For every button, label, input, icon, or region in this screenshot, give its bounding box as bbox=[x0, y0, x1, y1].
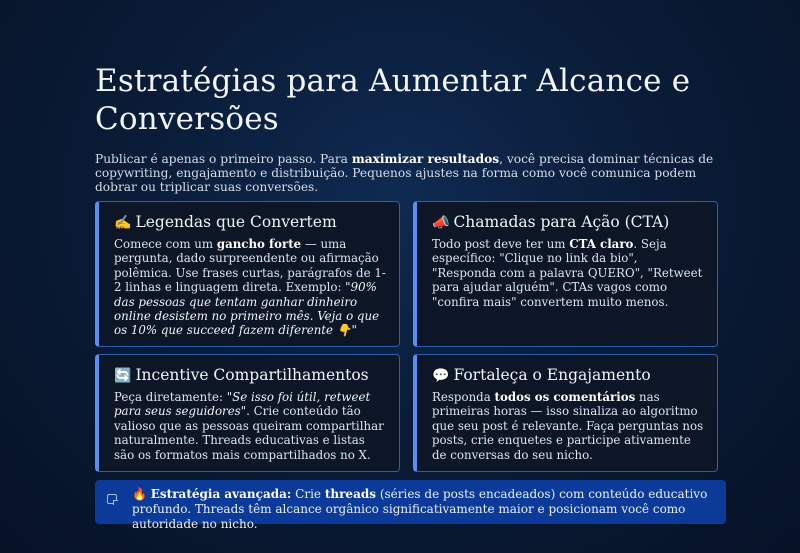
megaphone-icon: 📣 bbox=[432, 215, 450, 231]
intro-paragraph bbox=[95, 152, 727, 194]
card-body bbox=[432, 390, 705, 462]
card-shares bbox=[95, 354, 400, 472]
card-title-text: Fortaleça o Engajamento bbox=[453, 366, 651, 384]
card-body-text: Todo post deve ter um bbox=[432, 237, 570, 251]
card-body bbox=[114, 237, 387, 338]
card-title bbox=[432, 365, 705, 386]
card-body-bold: todos os comentários bbox=[494, 390, 636, 404]
card-body-text: nas primeiras horas — isso sinaliza ao algoritmo que seu post é relevante. Faça perguntas nos posts, crie enquetes e participe ativamente de conversas do seu nicho. bbox=[432, 390, 704, 462]
card-captions bbox=[95, 201, 400, 347]
intro-text-post: , você precisa dominar técnicas de copywriting, engajamento e distribuição. Pequenos ajustes na forma como você comunica podem dobrar ou triplicar suas conversões. bbox=[95, 152, 714, 194]
card-title bbox=[114, 212, 387, 233]
slide bbox=[95, 62, 727, 531]
card-body-bold: gancho forte bbox=[216, 237, 302, 251]
repeat-arrows-icon: 🔄 bbox=[114, 368, 132, 384]
card-title bbox=[432, 212, 705, 233]
card-body bbox=[432, 237, 705, 309]
card-body-text: Responda bbox=[432, 390, 495, 404]
slide-title: Estratégias para Aumentar Alcance e Conversões bbox=[95, 63, 691, 137]
intro-text-pre: Publicar é apenas o primeiro passo. Para bbox=[95, 152, 352, 166]
speech-bubble-icon: 💬 bbox=[432, 368, 450, 384]
callout-text: (séries de posts encadeados) com conteúdo educativo profundo. Threads têm alcance orgânico significativamente maior e posicionam você como autoridade no nicho. bbox=[132, 487, 708, 531]
card-body-example: "Se isso foi útil, retweet para seus seguidores" bbox=[114, 390, 371, 419]
card-title-text: Legendas que Convertem bbox=[135, 213, 337, 231]
card-engagement bbox=[413, 354, 718, 472]
card-title bbox=[114, 365, 387, 386]
card-body-text: . Seja específico: "Clique no link da bio", "Responda com a palavra QUERO", "Retweet para ajudar alguém". CTAs vagos como "confira mais" convertem muito menos. bbox=[432, 237, 703, 309]
card-body-example: "90% das pessoas que tentam ganhar dinheiro online desistem no primeiro mês. Veja o que os 10% que succeed fazem diferente 👇" bbox=[114, 280, 380, 338]
writing-hand-icon: ✍️ bbox=[114, 215, 132, 231]
advanced-strategy-callout bbox=[95, 480, 726, 531]
card-title-text: Chamadas para Ação (CTA) bbox=[453, 213, 670, 231]
note-icon bbox=[107, 494, 117, 504]
card-body bbox=[114, 390, 387, 462]
card-body-bold: CTA claro bbox=[569, 237, 634, 251]
card-body-text: Peça diretamente: bbox=[114, 390, 227, 404]
card-body-text: — uma pergunta, dado surpreendente ou afirmação polêmica. Use frases curtas, parágrafos de 1-2 linhas e linguagem direta. Exemplo: bbox=[114, 237, 386, 295]
intro-text-bold: maximizar resultados bbox=[351, 152, 500, 166]
card-title-text: Incentive Compartilhamentos bbox=[135, 366, 369, 384]
callout-bold: threads bbox=[324, 487, 376, 501]
card-body-text: Comece com um bbox=[114, 237, 217, 251]
fire-icon: 🔥 bbox=[132, 487, 147, 501]
card-cta bbox=[413, 201, 718, 347]
callout-label: Estratégia avançada: bbox=[150, 487, 292, 501]
callout-text: Crie bbox=[291, 487, 325, 501]
card-body-text: . Crie conteúdo tão valioso que as pessoas queiram compartilhar naturalmente. Threads educativas e listas são os formatos mais compartilhados no X. bbox=[114, 404, 384, 462]
